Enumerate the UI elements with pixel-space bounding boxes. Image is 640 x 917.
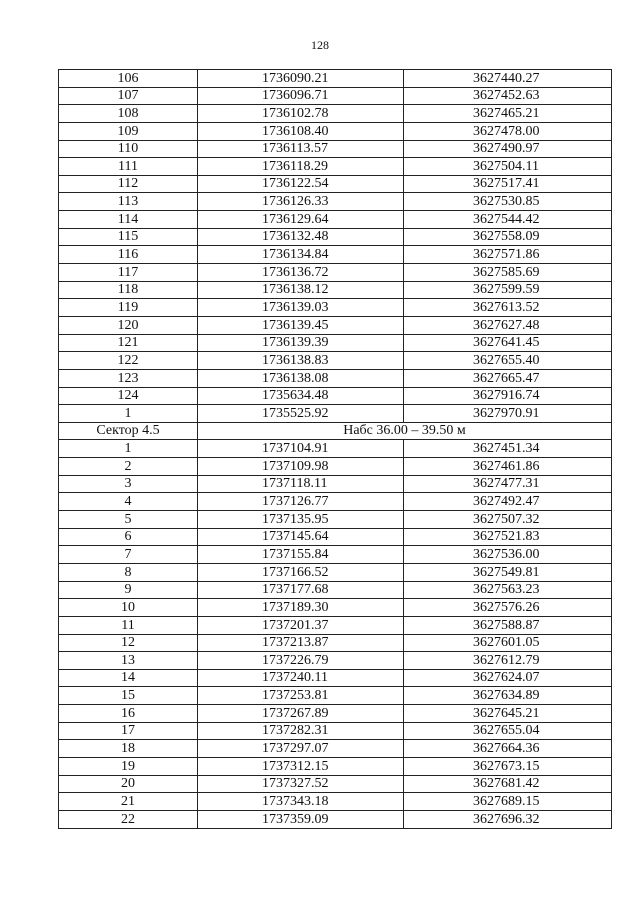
point-number: 109	[59, 122, 198, 140]
coordinate-x: 1736134.84	[198, 246, 404, 264]
table-row	[59, 511, 612, 529]
table-row	[59, 70, 612, 88]
coordinate-x: 1736102.78	[198, 105, 404, 123]
coordinate-y: 3627916.74	[404, 387, 612, 405]
coordinate-x: 1737166.52	[198, 563, 404, 581]
table-row	[59, 528, 612, 546]
coordinate-y: 3627576.26	[404, 599, 612, 617]
coordinate-y: 3627681.42	[404, 775, 612, 793]
coordinate-x: 1736096.71	[198, 87, 404, 105]
coordinate-x: 1737126.77	[198, 493, 404, 511]
sector-label: Сектор 4.5	[59, 422, 198, 440]
coordinate-x: 1735525.92	[198, 405, 404, 423]
table-row	[59, 458, 612, 476]
coordinate-y: 3627521.83	[404, 528, 612, 546]
point-number: 14	[59, 669, 198, 687]
point-number: 117	[59, 264, 198, 282]
coordinate-x: 1737118.11	[198, 475, 404, 493]
table-row	[59, 775, 612, 793]
point-number: 12	[59, 634, 198, 652]
point-number: 13	[59, 652, 198, 670]
coordinate-x: 1737155.84	[198, 546, 404, 564]
table-row	[59, 634, 612, 652]
table-row	[59, 87, 612, 105]
table-row	[59, 175, 612, 193]
point-number: 110	[59, 140, 198, 158]
coordinate-y: 3627461.86	[404, 458, 612, 476]
coordinate-y: 3627478.00	[404, 122, 612, 140]
table-row	[59, 246, 612, 264]
coordinate-x: 1737109.98	[198, 458, 404, 476]
table-row	[59, 334, 612, 352]
coordinate-y: 3627507.32	[404, 511, 612, 529]
coordinate-x: 1737253.81	[198, 687, 404, 705]
coordinate-x: 1736090.21	[198, 70, 404, 88]
coordinate-x: 1737145.64	[198, 528, 404, 546]
coordinate-x: 1737343.18	[198, 793, 404, 811]
coordinate-y: 3627673.15	[404, 757, 612, 775]
coordinate-y: 3627612.79	[404, 652, 612, 670]
coordinate-y: 3627696.32	[404, 810, 612, 828]
point-number: 106	[59, 70, 198, 88]
table-row	[59, 405, 612, 423]
table-row	[59, 140, 612, 158]
coordinate-y: 3627689.15	[404, 793, 612, 811]
coordinate-x: 1737297.07	[198, 740, 404, 758]
table-row	[59, 158, 612, 176]
coordinate-x: 1736139.39	[198, 334, 404, 352]
point-number: 123	[59, 369, 198, 387]
coordinate-y: 3627544.42	[404, 211, 612, 229]
coordinate-y: 3627634.89	[404, 687, 612, 705]
coordinate-x: 1737359.09	[198, 810, 404, 828]
table-row	[59, 687, 612, 705]
coordinate-y: 3627451.34	[404, 440, 612, 458]
coordinate-x: 1736138.08	[198, 369, 404, 387]
coordinate-y: 3627665.47	[404, 369, 612, 387]
coordinate-y: 3627549.81	[404, 563, 612, 581]
coordinate-y: 3627645.21	[404, 705, 612, 723]
coordinate-y: 3627477.31	[404, 475, 612, 493]
point-number: 4	[59, 493, 198, 511]
point-number: 18	[59, 740, 198, 758]
table-row	[59, 722, 612, 740]
coordinate-y: 3627492.47	[404, 493, 612, 511]
point-number: 6	[59, 528, 198, 546]
coordinate-y: 3627970.91	[404, 405, 612, 423]
coordinate-x: 1737282.31	[198, 722, 404, 740]
sector-height-range: Набс 36.00 – 39.50 м	[198, 422, 612, 440]
coordinate-x: 1737327.52	[198, 775, 404, 793]
coordinate-x: 1737104.91	[198, 440, 404, 458]
coordinate-x: 1737267.89	[198, 705, 404, 723]
table-row	[59, 616, 612, 634]
sector-header	[59, 422, 612, 440]
point-number: 122	[59, 352, 198, 370]
table-row	[59, 757, 612, 775]
coordinate-y: 3627601.05	[404, 634, 612, 652]
coordinate-y: 3627440.27	[404, 70, 612, 88]
table-row	[59, 599, 612, 617]
table-row	[59, 122, 612, 140]
coordinate-y: 3627599.59	[404, 281, 612, 299]
table-row	[59, 475, 612, 493]
table-row	[59, 369, 612, 387]
coordinate-y: 3627530.85	[404, 193, 612, 211]
coordinate-y: 3627563.23	[404, 581, 612, 599]
coordinate-y: 3627588.87	[404, 616, 612, 634]
coordinate-y: 3627571.86	[404, 246, 612, 264]
coordinate-y: 3627613.52	[404, 299, 612, 317]
coordinate-x: 1736139.45	[198, 316, 404, 334]
point-number: 121	[59, 334, 198, 352]
coordinates-table-body-upper	[59, 70, 612, 423]
point-number: 2	[59, 458, 198, 476]
point-number: 119	[59, 299, 198, 317]
coordinate-x: 1736118.29	[198, 158, 404, 176]
coordinate-x: 1736113.57	[198, 140, 404, 158]
coordinate-y: 3627465.21	[404, 105, 612, 123]
point-number: 120	[59, 316, 198, 334]
point-number: 3	[59, 475, 198, 493]
point-number: 17	[59, 722, 198, 740]
coordinate-y: 3627585.69	[404, 264, 612, 282]
coordinate-x: 1737312.15	[198, 757, 404, 775]
point-number: 21	[59, 793, 198, 811]
coordinate-x: 1737201.37	[198, 616, 404, 634]
table-row	[59, 281, 612, 299]
coordinates-table-body-lower	[59, 440, 612, 828]
coordinate-y: 3627627.48	[404, 316, 612, 334]
table-row	[59, 228, 612, 246]
point-number: 7	[59, 546, 198, 564]
point-number: 1	[59, 440, 198, 458]
table-row	[59, 211, 612, 229]
point-number: 16	[59, 705, 198, 723]
table-row	[59, 352, 612, 370]
table-row	[59, 387, 612, 405]
coordinate-y: 3627624.07	[404, 669, 612, 687]
point-number: 22	[59, 810, 198, 828]
coordinate-x: 1737240.11	[198, 669, 404, 687]
point-number: 11	[59, 616, 198, 634]
coordinate-x: 1736108.40	[198, 122, 404, 140]
point-number: 124	[59, 387, 198, 405]
table-row	[59, 546, 612, 564]
coordinate-y: 3627655.04	[404, 722, 612, 740]
sector-header-row	[59, 422, 612, 440]
point-number: 115	[59, 228, 198, 246]
point-number: 107	[59, 87, 198, 105]
table-row	[59, 581, 612, 599]
coordinate-x: 1736139.03	[198, 299, 404, 317]
coordinate-x: 1736122.54	[198, 175, 404, 193]
table-row	[59, 669, 612, 687]
table-row	[59, 563, 612, 581]
point-number: 114	[59, 211, 198, 229]
point-number: 19	[59, 757, 198, 775]
coordinate-x: 1736138.12	[198, 281, 404, 299]
point-number: 15	[59, 687, 198, 705]
coordinate-y: 3627504.11	[404, 158, 612, 176]
coordinate-x: 1736138.83	[198, 352, 404, 370]
coordinates-table	[58, 69, 612, 829]
coordinate-y: 3627452.63	[404, 87, 612, 105]
table-row	[59, 193, 612, 211]
point-number: 118	[59, 281, 198, 299]
coordinate-x: 1736132.48	[198, 228, 404, 246]
table-row	[59, 299, 612, 317]
coordinate-y: 3627536.00	[404, 546, 612, 564]
point-number: 111	[59, 158, 198, 176]
coordinate-y: 3627641.45	[404, 334, 612, 352]
point-number: 5	[59, 511, 198, 529]
point-number: 108	[59, 105, 198, 123]
table-row	[59, 793, 612, 811]
coordinate-x: 1737177.68	[198, 581, 404, 599]
coordinate-x: 1735634.48	[198, 387, 404, 405]
table-row	[59, 316, 612, 334]
point-number: 8	[59, 563, 198, 581]
coordinate-y: 3627655.40	[404, 352, 612, 370]
coordinate-y: 3627517.41	[404, 175, 612, 193]
table-row	[59, 652, 612, 670]
table-row	[59, 264, 612, 282]
point-number: 116	[59, 246, 198, 264]
page-number: 128	[311, 38, 329, 52]
table-row	[59, 740, 612, 758]
table-row	[59, 810, 612, 828]
coordinate-x: 1736136.72	[198, 264, 404, 282]
coordinate-y: 3627490.97	[404, 140, 612, 158]
point-number: 1	[59, 405, 198, 423]
coordinate-x: 1736126.33	[198, 193, 404, 211]
point-number: 9	[59, 581, 198, 599]
point-number: 10	[59, 599, 198, 617]
table-row	[59, 493, 612, 511]
coordinate-x: 1737135.95	[198, 511, 404, 529]
coordinate-y: 3627664.36	[404, 740, 612, 758]
table-row	[59, 705, 612, 723]
table-row	[59, 440, 612, 458]
point-number: 113	[59, 193, 198, 211]
coordinate-y: 3627558.09	[404, 228, 612, 246]
point-number: 112	[59, 175, 198, 193]
coordinate-x: 1736129.64	[198, 211, 404, 229]
coordinate-x: 1737213.87	[198, 634, 404, 652]
table-row	[59, 105, 612, 123]
coordinate-x: 1737189.30	[198, 599, 404, 617]
point-number: 20	[59, 775, 198, 793]
coordinate-x: 1737226.79	[198, 652, 404, 670]
